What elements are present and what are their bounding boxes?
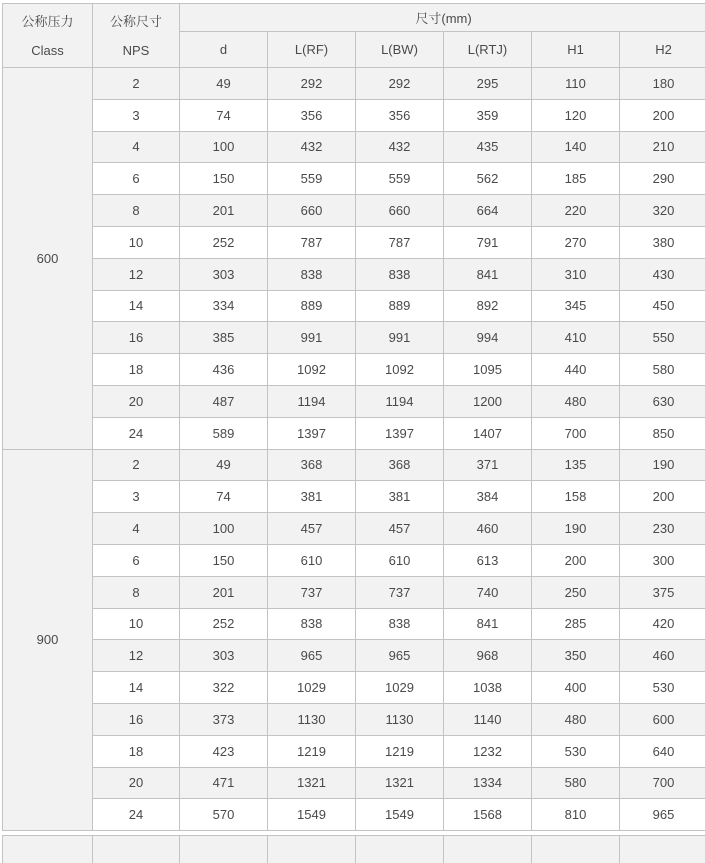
dims-group-header: 尺寸(mm) bbox=[180, 4, 705, 32]
dim-value-cell: 589 bbox=[180, 417, 268, 449]
dim-value-cell: 1095 bbox=[444, 354, 532, 386]
nps-cell: 2 bbox=[93, 449, 180, 481]
table-row bbox=[3, 449, 705, 481]
cutoff-cell bbox=[268, 836, 356, 863]
dimension-table bbox=[2, 3, 705, 831]
dim-value-cell: 1140 bbox=[444, 703, 532, 735]
dim-value-cell: 100 bbox=[180, 513, 268, 545]
dim-value-cell: 371 bbox=[444, 449, 532, 481]
dim-value-cell: 250 bbox=[532, 576, 620, 608]
dim-value-cell: 965 bbox=[268, 640, 356, 672]
dim-value-cell: 1029 bbox=[268, 672, 356, 704]
dim-value-cell: 965 bbox=[620, 799, 705, 831]
dim-value-cell: 889 bbox=[268, 290, 356, 322]
dim-value-cell: 1549 bbox=[356, 799, 444, 831]
dim-value-cell: 368 bbox=[356, 449, 444, 481]
dim-value-cell: 432 bbox=[356, 131, 444, 163]
table-row bbox=[3, 608, 705, 640]
dim-value-cell: 292 bbox=[268, 68, 356, 100]
table-row bbox=[3, 799, 705, 831]
dim-value-cell: 150 bbox=[180, 163, 268, 195]
dim-value-cell: 787 bbox=[268, 226, 356, 258]
nps-cell: 24 bbox=[93, 799, 180, 831]
dim-value-cell: 630 bbox=[620, 385, 705, 417]
table-row bbox=[3, 385, 705, 417]
dim-value-cell: 838 bbox=[268, 608, 356, 640]
dim-column-header: H2 bbox=[620, 32, 705, 68]
dim-value-cell: 158 bbox=[532, 481, 620, 513]
dim-value-cell: 110 bbox=[532, 68, 620, 100]
dim-value-cell: 385 bbox=[180, 322, 268, 354]
dim-value-cell: 613 bbox=[444, 544, 532, 576]
dim-value-cell: 400 bbox=[532, 672, 620, 704]
dim-value-cell: 791 bbox=[444, 226, 532, 258]
table-row bbox=[3, 544, 705, 576]
cutoff-cell bbox=[444, 836, 532, 863]
dim-value-cell: 201 bbox=[180, 195, 268, 227]
dim-value-cell: 295 bbox=[444, 68, 532, 100]
dim-value-cell: 550 bbox=[620, 322, 705, 354]
nps-cell: 16 bbox=[93, 322, 180, 354]
dim-value-cell: 290 bbox=[620, 163, 705, 195]
dim-value-cell: 220 bbox=[532, 195, 620, 227]
dim-value-cell: 334 bbox=[180, 290, 268, 322]
dim-value-cell: 1130 bbox=[268, 703, 356, 735]
dim-value-cell: 1397 bbox=[268, 417, 356, 449]
dim-value-cell: 968 bbox=[444, 640, 532, 672]
dim-value-cell: 1568 bbox=[444, 799, 532, 831]
dim-value-cell: 1029 bbox=[356, 672, 444, 704]
table-row bbox=[3, 131, 705, 163]
dim-value-cell: 580 bbox=[620, 354, 705, 386]
class-cell: 900 bbox=[3, 449, 93, 831]
table-row bbox=[3, 513, 705, 545]
dim-value-cell: 559 bbox=[356, 163, 444, 195]
dim-value-cell: 432 bbox=[268, 131, 356, 163]
nps-cell: 8 bbox=[93, 195, 180, 227]
nps-cell: 6 bbox=[93, 163, 180, 195]
dim-value-cell: 991 bbox=[268, 322, 356, 354]
table-row bbox=[3, 481, 705, 513]
dim-value-cell: 310 bbox=[532, 258, 620, 290]
table-row bbox=[3, 290, 705, 322]
dim-value-cell: 787 bbox=[356, 226, 444, 258]
nps-header bbox=[93, 4, 180, 68]
dim-value-cell: 480 bbox=[532, 703, 620, 735]
dim-value-cell: 1130 bbox=[356, 703, 444, 735]
dim-value-cell: 150 bbox=[180, 544, 268, 576]
dim-value-cell: 190 bbox=[532, 513, 620, 545]
dim-value-cell: 570 bbox=[180, 799, 268, 831]
dim-value-cell: 1321 bbox=[356, 767, 444, 799]
table-row bbox=[3, 322, 705, 354]
dim-value-cell: 457 bbox=[356, 513, 444, 545]
dim-value-cell: 430 bbox=[620, 258, 705, 290]
dim-value-cell: 381 bbox=[268, 481, 356, 513]
dim-value-cell: 201 bbox=[180, 576, 268, 608]
dim-value-cell: 140 bbox=[532, 131, 620, 163]
nps-cell: 14 bbox=[93, 290, 180, 322]
dim-value-cell: 580 bbox=[532, 767, 620, 799]
table-row bbox=[3, 354, 705, 386]
dim-value-cell: 838 bbox=[268, 258, 356, 290]
dim-value-cell: 610 bbox=[268, 544, 356, 576]
dim-value-cell: 435 bbox=[444, 131, 532, 163]
nps-header-en: NPS bbox=[122, 42, 150, 58]
nps-cell: 6 bbox=[93, 544, 180, 576]
dim-column-header: L(BW) bbox=[356, 32, 444, 68]
dim-value-cell: 660 bbox=[356, 195, 444, 227]
nps-cell: 24 bbox=[93, 417, 180, 449]
dim-value-cell: 410 bbox=[532, 322, 620, 354]
cutoff-cell bbox=[180, 836, 268, 863]
table-row bbox=[3, 576, 705, 608]
dim-value-cell: 74 bbox=[180, 481, 268, 513]
dim-value-cell: 991 bbox=[356, 322, 444, 354]
cutoff-cell bbox=[532, 836, 620, 863]
dim-value-cell: 185 bbox=[532, 163, 620, 195]
dim-value-cell: 530 bbox=[532, 735, 620, 767]
dim-value-cell: 994 bbox=[444, 322, 532, 354]
pressure-header-en: Class bbox=[31, 42, 64, 58]
nps-cell: 12 bbox=[93, 640, 180, 672]
dim-value-cell: 838 bbox=[356, 258, 444, 290]
nps-cell: 18 bbox=[93, 735, 180, 767]
nps-cell: 3 bbox=[93, 99, 180, 131]
dim-value-cell: 1200 bbox=[444, 385, 532, 417]
nps-cell: 20 bbox=[93, 385, 180, 417]
dim-value-cell: 740 bbox=[444, 576, 532, 608]
dim-value-cell: 135 bbox=[532, 449, 620, 481]
dim-value-cell: 841 bbox=[444, 258, 532, 290]
dim-value-cell: 190 bbox=[620, 449, 705, 481]
nps-cell: 14 bbox=[93, 672, 180, 704]
cutoff-cell bbox=[356, 836, 444, 863]
dim-value-cell: 1219 bbox=[356, 735, 444, 767]
dim-value-cell: 1232 bbox=[444, 735, 532, 767]
dim-value-cell: 892 bbox=[444, 290, 532, 322]
dim-value-cell: 74 bbox=[180, 99, 268, 131]
dim-value-cell: 562 bbox=[444, 163, 532, 195]
class-cell: 600 bbox=[3, 68, 93, 450]
dim-value-cell: 889 bbox=[356, 290, 444, 322]
dim-column-header: L(RF) bbox=[268, 32, 356, 68]
dim-value-cell: 1321 bbox=[268, 767, 356, 799]
dim-value-cell: 375 bbox=[620, 576, 705, 608]
table-row bbox=[3, 163, 705, 195]
dim-value-cell: 737 bbox=[356, 576, 444, 608]
dim-value-cell: 180 bbox=[620, 68, 705, 100]
dim-value-cell: 838 bbox=[356, 608, 444, 640]
dim-value-cell: 660 bbox=[268, 195, 356, 227]
dim-value-cell: 460 bbox=[620, 640, 705, 672]
dim-value-cell: 640 bbox=[620, 735, 705, 767]
dim-value-cell: 737 bbox=[268, 576, 356, 608]
table-row bbox=[3, 226, 705, 258]
dim-column-header: d bbox=[180, 32, 268, 68]
dim-value-cell: 49 bbox=[180, 449, 268, 481]
table-row bbox=[3, 735, 705, 767]
dim-value-cell: 440 bbox=[532, 354, 620, 386]
dim-value-cell: 1038 bbox=[444, 672, 532, 704]
dim-value-cell: 300 bbox=[620, 544, 705, 576]
dim-value-cell: 1334 bbox=[444, 767, 532, 799]
nps-cell: 18 bbox=[93, 354, 180, 386]
dim-value-cell: 700 bbox=[532, 417, 620, 449]
dim-value-cell: 450 bbox=[620, 290, 705, 322]
pressure-header-cn: 公称压力 bbox=[21, 13, 74, 29]
table-row bbox=[3, 99, 705, 131]
dim-value-cell: 100 bbox=[180, 131, 268, 163]
nps-cell: 3 bbox=[93, 481, 180, 513]
cutoff-cell bbox=[620, 836, 705, 863]
dim-value-cell: 380 bbox=[620, 226, 705, 258]
dim-value-cell: 457 bbox=[268, 513, 356, 545]
dim-value-cell: 200 bbox=[620, 99, 705, 131]
dim-value-cell: 1194 bbox=[356, 385, 444, 417]
next-table-cutoff bbox=[2, 835, 705, 863]
dim-value-cell: 320 bbox=[620, 195, 705, 227]
dim-value-cell: 270 bbox=[532, 226, 620, 258]
nps-cell: 8 bbox=[93, 576, 180, 608]
nps-cell: 10 bbox=[93, 226, 180, 258]
dim-value-cell: 1407 bbox=[444, 417, 532, 449]
dim-value-cell: 530 bbox=[620, 672, 705, 704]
dim-value-cell: 965 bbox=[356, 640, 444, 672]
table-row bbox=[3, 195, 705, 227]
dim-value-cell: 49 bbox=[180, 68, 268, 100]
table-header bbox=[3, 4, 705, 68]
nps-cell: 4 bbox=[93, 513, 180, 545]
dim-value-cell: 1219 bbox=[268, 735, 356, 767]
dim-value-cell: 292 bbox=[356, 68, 444, 100]
dim-value-cell: 1397 bbox=[356, 417, 444, 449]
cutoff-cell bbox=[93, 836, 180, 863]
table-row bbox=[3, 640, 705, 672]
nps-cell: 4 bbox=[93, 131, 180, 163]
table-row bbox=[3, 68, 705, 100]
dim-value-cell: 285 bbox=[532, 608, 620, 640]
dim-value-cell: 436 bbox=[180, 354, 268, 386]
dim-value-cell: 252 bbox=[180, 608, 268, 640]
dim-value-cell: 841 bbox=[444, 608, 532, 640]
dim-value-cell: 359 bbox=[444, 99, 532, 131]
dim-value-cell: 384 bbox=[444, 481, 532, 513]
dim-value-cell: 1549 bbox=[268, 799, 356, 831]
dim-value-cell: 345 bbox=[532, 290, 620, 322]
table-row bbox=[3, 417, 705, 449]
dim-value-cell: 230 bbox=[620, 513, 705, 545]
dim-value-cell: 356 bbox=[268, 99, 356, 131]
dim-value-cell: 1092 bbox=[268, 354, 356, 386]
dim-value-cell: 210 bbox=[620, 131, 705, 163]
dim-value-cell: 368 bbox=[268, 449, 356, 481]
table-row bbox=[3, 767, 705, 799]
nps-cell: 12 bbox=[93, 258, 180, 290]
dim-value-cell: 480 bbox=[532, 385, 620, 417]
dim-value-cell: 350 bbox=[532, 640, 620, 672]
dim-value-cell: 303 bbox=[180, 640, 268, 672]
nps-header-cn: 公称尺寸 bbox=[109, 13, 162, 29]
dim-value-cell: 1092 bbox=[356, 354, 444, 386]
dim-value-cell: 600 bbox=[620, 703, 705, 735]
dim-column-header: L(RTJ) bbox=[444, 32, 532, 68]
dim-value-cell: 322 bbox=[180, 672, 268, 704]
cutoff-cell bbox=[3, 836, 93, 863]
dim-value-cell: 356 bbox=[356, 99, 444, 131]
dim-value-cell: 420 bbox=[620, 608, 705, 640]
dim-value-cell: 120 bbox=[532, 99, 620, 131]
table-body bbox=[3, 68, 705, 831]
dim-column-header: H1 bbox=[532, 32, 620, 68]
dim-value-cell: 200 bbox=[620, 481, 705, 513]
dim-value-cell: 810 bbox=[532, 799, 620, 831]
dim-value-cell: 423 bbox=[180, 735, 268, 767]
dim-value-cell: 471 bbox=[180, 767, 268, 799]
table-row bbox=[3, 258, 705, 290]
table-row bbox=[3, 672, 705, 704]
dim-value-cell: 487 bbox=[180, 385, 268, 417]
pressure-class-header bbox=[3, 4, 93, 68]
dim-value-cell: 664 bbox=[444, 195, 532, 227]
dim-value-cell: 850 bbox=[620, 417, 705, 449]
dim-value-cell: 373 bbox=[180, 703, 268, 735]
dim-value-cell: 381 bbox=[356, 481, 444, 513]
nps-cell: 20 bbox=[93, 767, 180, 799]
dims-group-row bbox=[3, 4, 705, 32]
dim-value-cell: 700 bbox=[620, 767, 705, 799]
nps-cell: 10 bbox=[93, 608, 180, 640]
dim-value-cell: 1194 bbox=[268, 385, 356, 417]
dim-value-cell: 200 bbox=[532, 544, 620, 576]
dim-value-cell: 610 bbox=[356, 544, 444, 576]
dim-value-cell: 460 bbox=[444, 513, 532, 545]
nps-cell: 2 bbox=[93, 68, 180, 100]
nps-cell: 16 bbox=[93, 703, 180, 735]
table-row bbox=[3, 703, 705, 735]
dim-value-cell: 252 bbox=[180, 226, 268, 258]
dim-value-cell: 559 bbox=[268, 163, 356, 195]
cutoff-row bbox=[3, 836, 705, 863]
dim-value-cell: 303 bbox=[180, 258, 268, 290]
